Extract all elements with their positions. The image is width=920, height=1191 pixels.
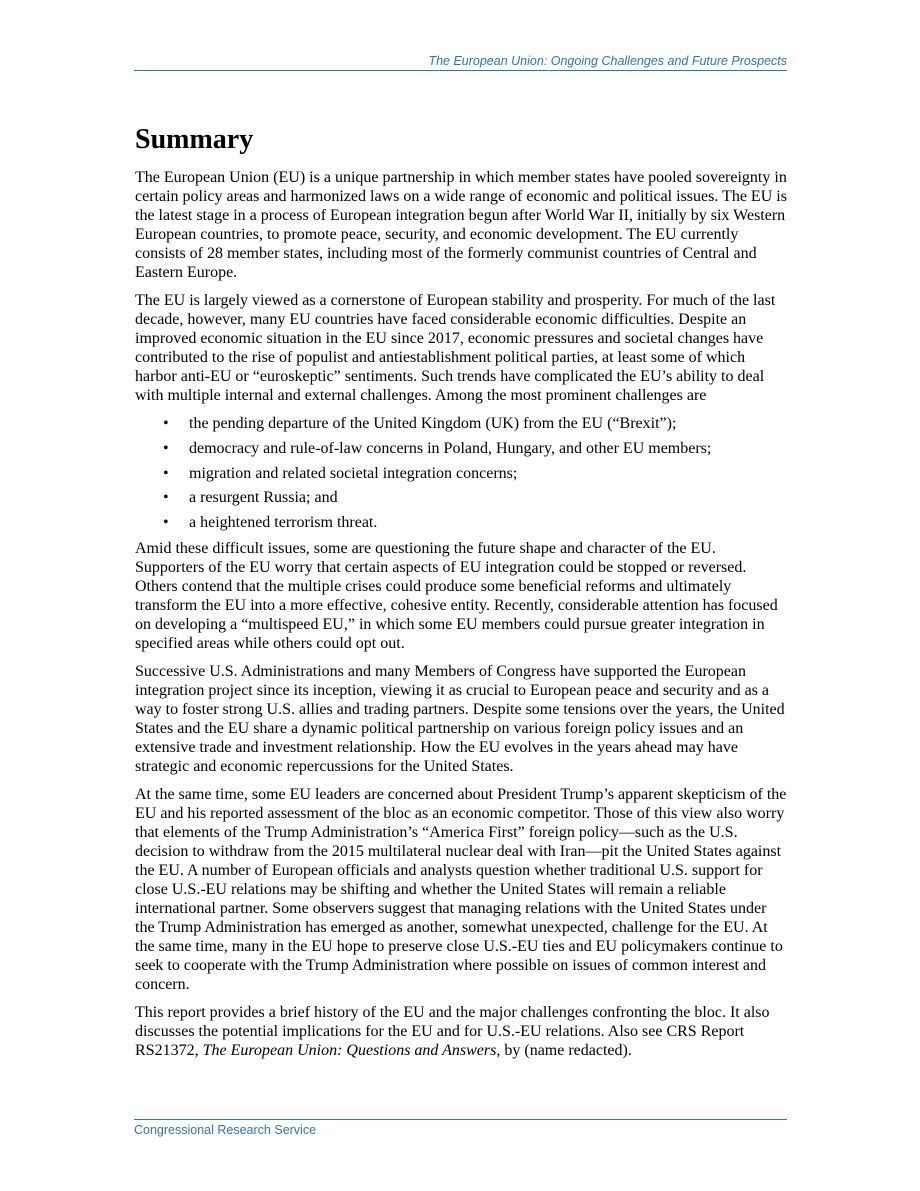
page-title: Summary [135, 124, 254, 155]
list-item-text: democracy and rule-of-law concerns in Poland, Hungary, and other EU members; [189, 439, 712, 457]
paragraph-us-support: Successive U.S. Administrations and many Members of Congress have supported the European integration project since its inception, viewing it as crucial to European peace and security and as a way to foster strong U.S. allies and trading partners. Despite some tensions over the years, the United States and the EU share a dynamic political partnership on various foreign policy issues and an extensive trade and investment relationship. How the EU evolves in the years ahead may have strategic and economic repercussions for the United States. [135, 663, 785, 776]
challenges-list [135, 414, 787, 532]
running-header: The European Union: Ongoing Challenges and Future Prospects [134, 54, 787, 71]
list-item [135, 513, 787, 532]
list-item-text: a resurgent Russia; and [189, 489, 338, 507]
crs-report-title: The European Union: Questions and Answers [202, 1042, 497, 1060]
report-scope-text: This report provides a brief history of the EU and the major challenges confronting the bloc. It also discusses the potential implications for the EU and for U.S.-EU relations. Also see CRS Report RS21372, [135, 1004, 770, 1060]
list-item-text: the pending departure of the United Kingdom (UK) from the EU (“Brexit”); [189, 415, 677, 432]
bullet-icon: • [163, 439, 169, 457]
list-item [135, 488, 787, 507]
list-item-text: migration and related societal integration concerns; [189, 464, 518, 482]
paragraph-eu-overview: The European Union (EU) is a unique partnership in which member states have pooled sovereignty in certain policy areas and harmonized laws on a wide range of economic and political issues. The EU is the latest stage in a process of European integration begun after World War II, initially by six Western European countries, to promote peace, security, and economic development. The EU currently consists of 28 member states, including most of the formerly communist countries of Central and Eastern Europe. [135, 169, 787, 281]
summary-section [135, 122, 787, 1069]
running-footer: Congressional Research Service [134, 1119, 787, 1138]
report-scope-end: , by (name redacted). [496, 1042, 632, 1060]
list-item [135, 414, 787, 433]
bullet-icon: • [163, 464, 169, 482]
bullet-icon: • [163, 489, 169, 507]
paragraph-report-scope [135, 1003, 787, 1060]
paragraph-future-shape: Amid these difficult issues, some are questioning the future shape and character of the EU. Supporters of the EU worry that certain aspects of EU integration could be stopped or reversed. Others contend that the multiple crises could produce some beneficial reforms and ultimately transform the EU into a more effective, cohesive entity. Recently, considerable attention has focused on developing a “multispeed EU,” in which some EU members could pursue greater integration in specified areas while others could opt out. [135, 540, 778, 653]
bullet-icon: • [163, 415, 169, 432]
list-item [135, 439, 787, 458]
list-item-text: a heightened terrorism threat. [189, 514, 378, 532]
bullet-icon: • [163, 514, 169, 532]
paragraph-trump-administration: At the same time, some EU leaders are concerned about President Trump’s apparent skepticism of the EU and his reported assessment of the bloc as an economic competitor. Those of this view also worry that elements of the Trump Administration’s “America First” foreign policy—such as the U.S. decision to withdraw from the 2015 multilateral nuclear deal with Iran—pit the United States against the EU. A number of European officials and analysts question whether traditional U.S. support for close U.S.-EU relations may be shifting and whether the United States will remain a reliable international partner. Some observers suggest that managing relations with the United States under the Trump Administration has emerged as another, somewhat unexpected, challenge for the EU. At the same time, many in the EU hope to preserve close U.S.-EU ties and EU policymakers continue to seek to cooperate with the Trump Administration where possible on issues of common interest and concern. [135, 786, 787, 994]
list-item [135, 464, 787, 483]
paragraph-eu-stability: The EU is largely viewed as a cornerstone of European stability and prosperity. For much of the last decade, however, many EU countries have faced considerable economic difficulties. Despite an improved economic situation in the EU since 2017, economic pressures and societal changes have contributed to the rise of populist and antiestablishment political parties, at least some of which harbor anti-EU or “euroskeptic” sentiments. Such trends have complicated the EU’s ability to deal with multiple internal and external challenges. Among the most prominent challenges are [135, 292, 776, 404]
